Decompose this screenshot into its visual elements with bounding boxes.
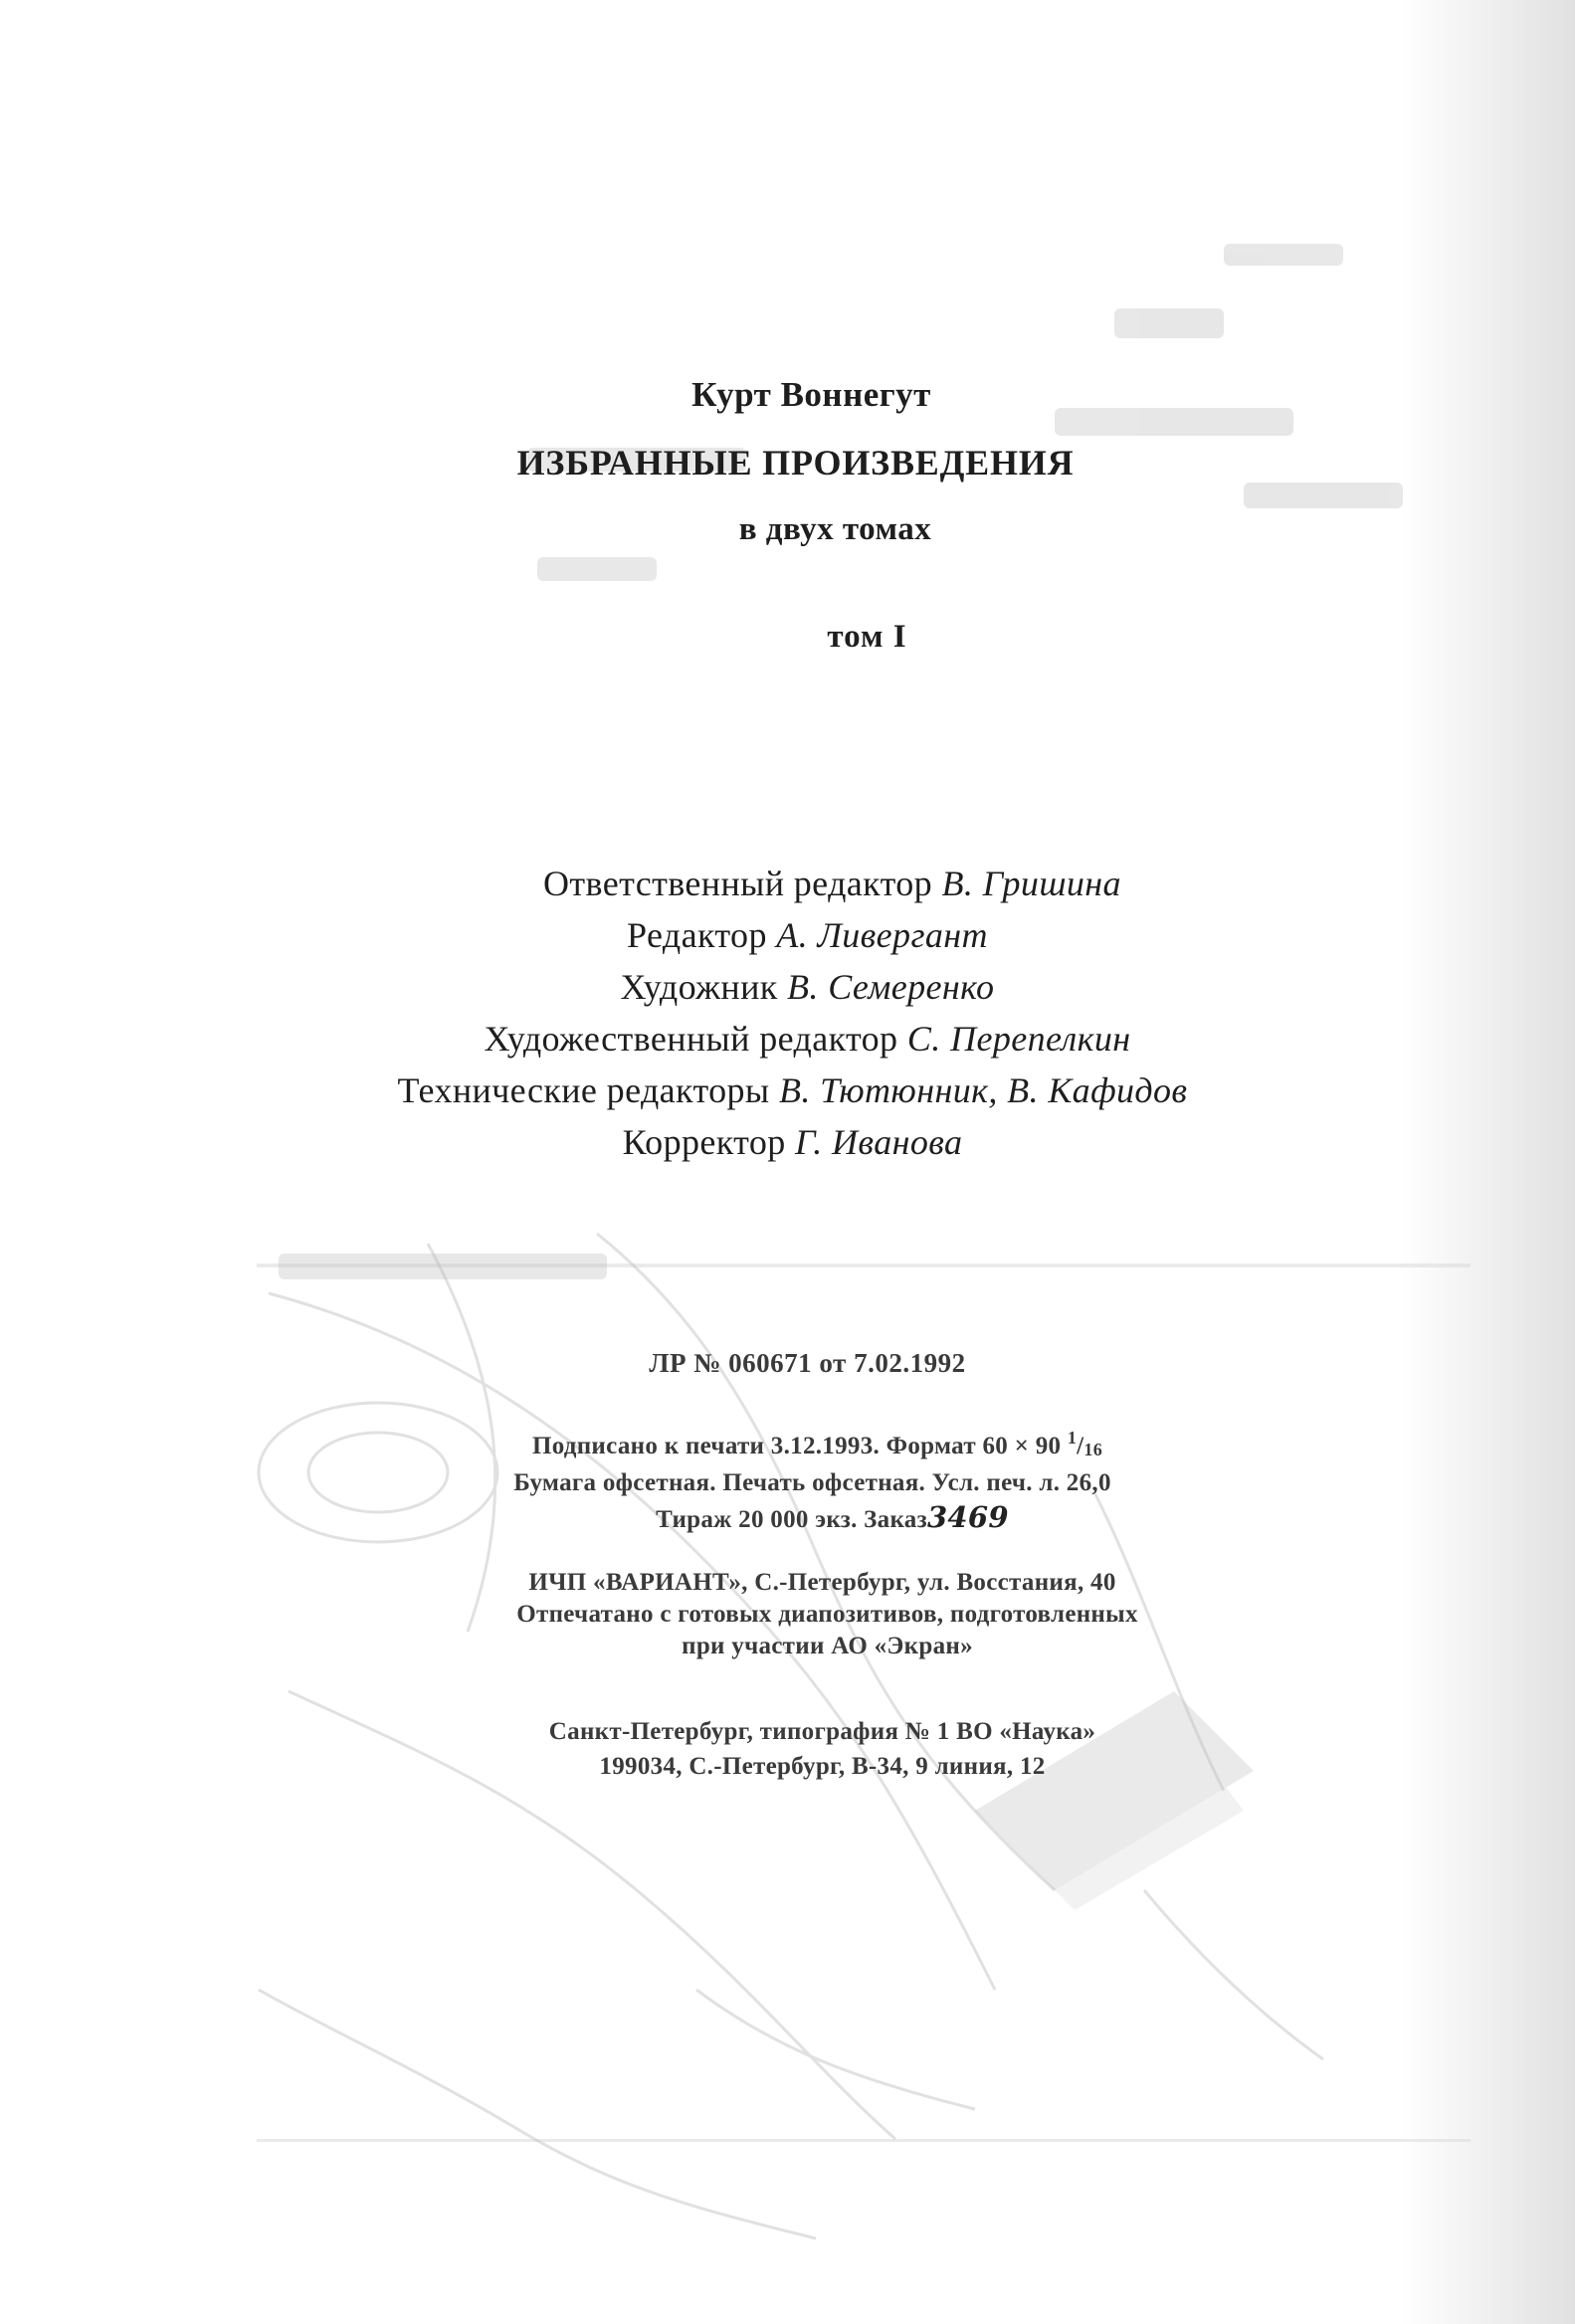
participation-line: при участии АО «Экран» bbox=[682, 1633, 973, 1659]
credit-role: Ответственный редактор bbox=[543, 864, 933, 903]
signed-to-print-text: Подписано к печати 3.12.1993. Формат 60 × 90 bbox=[531, 1433, 1062, 1459]
credit-line bbox=[40, 1013, 1575, 1065]
volume-number: том I bbox=[827, 619, 907, 655]
credit-name: С. Перепелкин bbox=[906, 1019, 1131, 1059]
credit-name: А. Ливергант bbox=[776, 915, 988, 955]
credit-role: Технические редакторы bbox=[397, 1070, 770, 1110]
credit-role: Редактор bbox=[627, 915, 767, 955]
format-numerator: 1 bbox=[1067, 1428, 1078, 1448]
publisher-details bbox=[0, 1567, 1575, 1662]
credit-line bbox=[90, 858, 1575, 909]
credit-name: В. Семеренко bbox=[787, 967, 995, 1007]
printer-line: Санкт-Петербург, типография № 1 ВО «Наука» bbox=[548, 1718, 1096, 1745]
book-subtitle: в двух томах bbox=[738, 511, 932, 547]
printer-address: 199034, С.-Петербург, В-34, 9 линия, 12 bbox=[599, 1753, 1046, 1780]
credit-role: Художник bbox=[620, 967, 778, 1007]
credit-role: Художественный редактор bbox=[484, 1019, 898, 1059]
author-name: Курт Воннегут bbox=[691, 375, 931, 414]
format-fraction: $^1/_{16}$ bbox=[1067, 1428, 1103, 1459]
publisher-line: ИЧП «ВАРИАНТ», С.-Петербург, ул. Восстания, 40 bbox=[528, 1569, 1116, 1596]
publication-details bbox=[0, 1421, 1575, 1537]
credit-line bbox=[40, 961, 1575, 1013]
credit-role: Корректор bbox=[622, 1122, 786, 1162]
credit-name: Г. Иванова bbox=[795, 1122, 963, 1162]
print-run-text: Тираж 20 000 экз. Заказ bbox=[656, 1506, 927, 1533]
print-run-line bbox=[90, 1500, 1575, 1537]
book-title: ИЗБРАННЫЕ ПРОИЗВЕДЕНИЯ bbox=[516, 443, 1075, 483]
credits-list bbox=[0, 858, 1575, 1168]
paper-line: Бумага офсетная. Печать офсетная. Усл. печ. л. 26,0 bbox=[513, 1469, 1111, 1496]
printed-from-line: Отпечатано с готовых диапозитивов, подготовленных bbox=[516, 1601, 1138, 1628]
printer-details bbox=[0, 1714, 1575, 1784]
order-number-handwritten: 3469 bbox=[926, 1500, 1009, 1534]
license-number: ЛР № 060671 от 7.02.1992 bbox=[649, 1348, 966, 1378]
credit-line bbox=[10, 1065, 1575, 1116]
credit-line bbox=[40, 909, 1575, 961]
format-denominator: 16 bbox=[1083, 1440, 1103, 1459]
credit-name: В. Тютюнник, В. Кафидов bbox=[778, 1070, 1188, 1110]
credit-name: В. Гришина bbox=[941, 864, 1121, 903]
signed-to-print-line bbox=[60, 1421, 1575, 1466]
credit-line bbox=[10, 1116, 1575, 1168]
